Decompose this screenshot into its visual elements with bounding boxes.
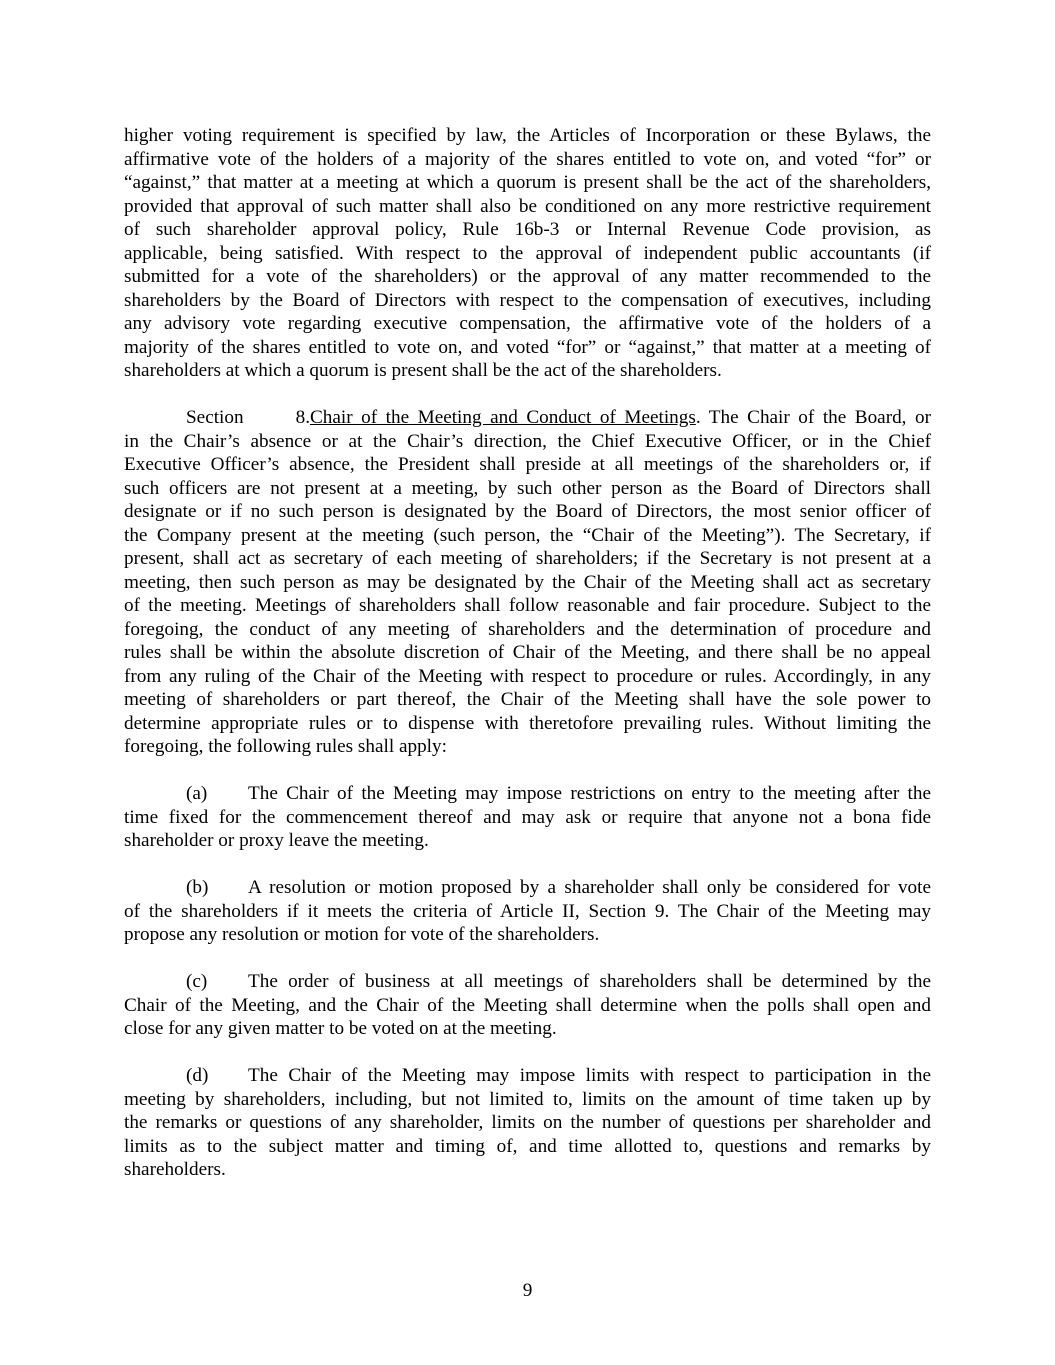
item-text: The Chair of the Meeting may impose restrictions on entry to the meeting after the <box>248 783 931 804</box>
text-line: shareholder or proxy leave the meeting. <box>124 830 429 851</box>
item-b <box>124 876 931 947</box>
item-first-line <box>124 970 931 994</box>
text-line: higher voting requirement is specified by law, the Articles of Incorporation or these Bylaws, the <box>124 125 931 146</box>
item-label: (d) <box>186 1065 209 1086</box>
text-line: such officers are not present at a meeting, by such other person as the Board of Directors shall <box>124 477 931 499</box>
text-line: foregoing, the following rules shall apply: <box>124 736 447 757</box>
text-line: close for any given matter to be voted on at the meeting. <box>124 1018 557 1039</box>
item-text: The Chair of the Meeting may impose limits with respect to participation in the <box>248 1065 931 1086</box>
text-line: designate or if no such person is designated by the Board of Directors, the most senior officer of <box>124 501 931 522</box>
text-line: majority of the shares entitled to vote on, and voted “for” or “against,” that matter at a meeting of <box>124 336 931 358</box>
item-label: (a) <box>186 783 208 804</box>
item-first-line <box>124 782 931 806</box>
text-line: meeting, then such person as may be designated by the Chair of the Meeting shall act as secretary <box>124 571 931 593</box>
text-line: shareholders. <box>124 1159 226 1180</box>
text-line: of the shareholders if it meets the criteria of Article II, Section 9. The Chair of the Meeting may <box>124 900 931 922</box>
text-line: any advisory vote regarding executive compensation, the affirmative vote of the holders of a <box>124 313 931 334</box>
item-a <box>124 782 931 853</box>
text-line: time fixed for the commencement thereof and may ask or require that anyone not a bona fide <box>124 806 931 828</box>
text-line: rules shall be within the absolute discretion of Chair of the Meeting, and there shall be no appeal <box>124 642 931 663</box>
item-c <box>124 970 931 1041</box>
text-line: the Company present at the meeting (such person, the “Chair of the Meeting”). The Secretary, if <box>124 524 931 546</box>
text-line: in the Chair’s absence or at the Chair’s direction, the Chief Executive Officer, or in the Chief <box>124 430 931 452</box>
section-first-line-text: . The Chair of the Board, or <box>695 407 931 428</box>
item-first-line <box>124 876 931 900</box>
item-d <box>124 1064 931 1182</box>
text-line: shareholders at which a quorum is present shall be the act of the shareholders. <box>124 360 722 381</box>
paragraph-voting-requirement <box>124 124 931 383</box>
text-line: meeting of shareholders or part thereof, the Chair of the Meeting shall have the sole power to <box>124 689 931 710</box>
text-line: provided that approval of such matter shall also be conditioned on any more restrictive requirement <box>124 195 931 217</box>
item-text: A resolution or motion proposed by a shareholder shall only be considered for vote <box>248 877 931 898</box>
text-line: the remarks or questions of any shareholder, limits on the number of questions per shareholder and <box>124 1112 931 1133</box>
text-line: from any ruling of the Chair of the Meeting with respect to procedure or rules. Accordingly, in any <box>124 665 931 687</box>
text-line: applicable, being satisfied. With respect to the approval of independent public accountants (if <box>124 242 931 264</box>
text-line: affirmative vote of the holders of a majority of the shares entitled to vote on, and voted “for” or <box>124 148 931 170</box>
text-line: submitted for a vote of the shareholders) or the approval of any matter recommended to the <box>124 266 931 287</box>
text-line: Executive Officer’s absence, the President shall preside at all meetings of the shareholders or, if <box>124 454 931 475</box>
section-number: Section 8. <box>186 407 310 428</box>
text-line: of the meeting. Meetings of shareholders shall follow reasonable and fair procedure. Subject to the <box>124 595 931 616</box>
text-line: limits as to the subject matter and timing of, and time allotted to, questions and remarks by <box>124 1135 931 1157</box>
section-heading: Chair of the Meeting and Conduct of Meetings <box>310 407 696 428</box>
text-line: shareholders by the Board of Directors with respect to the compensation of executives, including <box>124 289 931 311</box>
text-line: present, shall act as secretary of each meeting of shareholders; if the Secretary is not present at a <box>124 548 931 569</box>
text-line: foregoing, the conduct of any meeting of shareholders and the determination of procedure and <box>124 618 931 640</box>
page-number: 9 <box>522 1280 533 1301</box>
section-8-first-line <box>124 406 931 430</box>
text-line: “against,” that matter at a meeting at which a quorum is present shall be the act of the shareholders, <box>124 172 931 193</box>
item-text: The order of business at all meetings of shareholders shall be determined by the <box>248 971 931 992</box>
item-label: (b) <box>186 877 209 898</box>
text-line: propose any resolution or motion for vote of the shareholders. <box>124 924 600 945</box>
section-8 <box>124 406 931 759</box>
text-line: Chair of the Meeting, and the Chair of the Meeting shall determine when the polls shall open and <box>124 994 931 1016</box>
item-first-line <box>124 1064 931 1088</box>
text-line: meeting by shareholders, including, but not limited to, limits on the amount of time taken up by <box>124 1088 931 1110</box>
text-line: of such shareholder approval policy, Rule 16b-3 or Internal Revenue Code provision, as <box>124 219 931 240</box>
document-page <box>124 124 931 1205</box>
item-label: (c) <box>186 971 208 992</box>
text-line: determine appropriate rules or to dispense with theretofore prevailing rules. Without limiting the <box>124 712 931 734</box>
